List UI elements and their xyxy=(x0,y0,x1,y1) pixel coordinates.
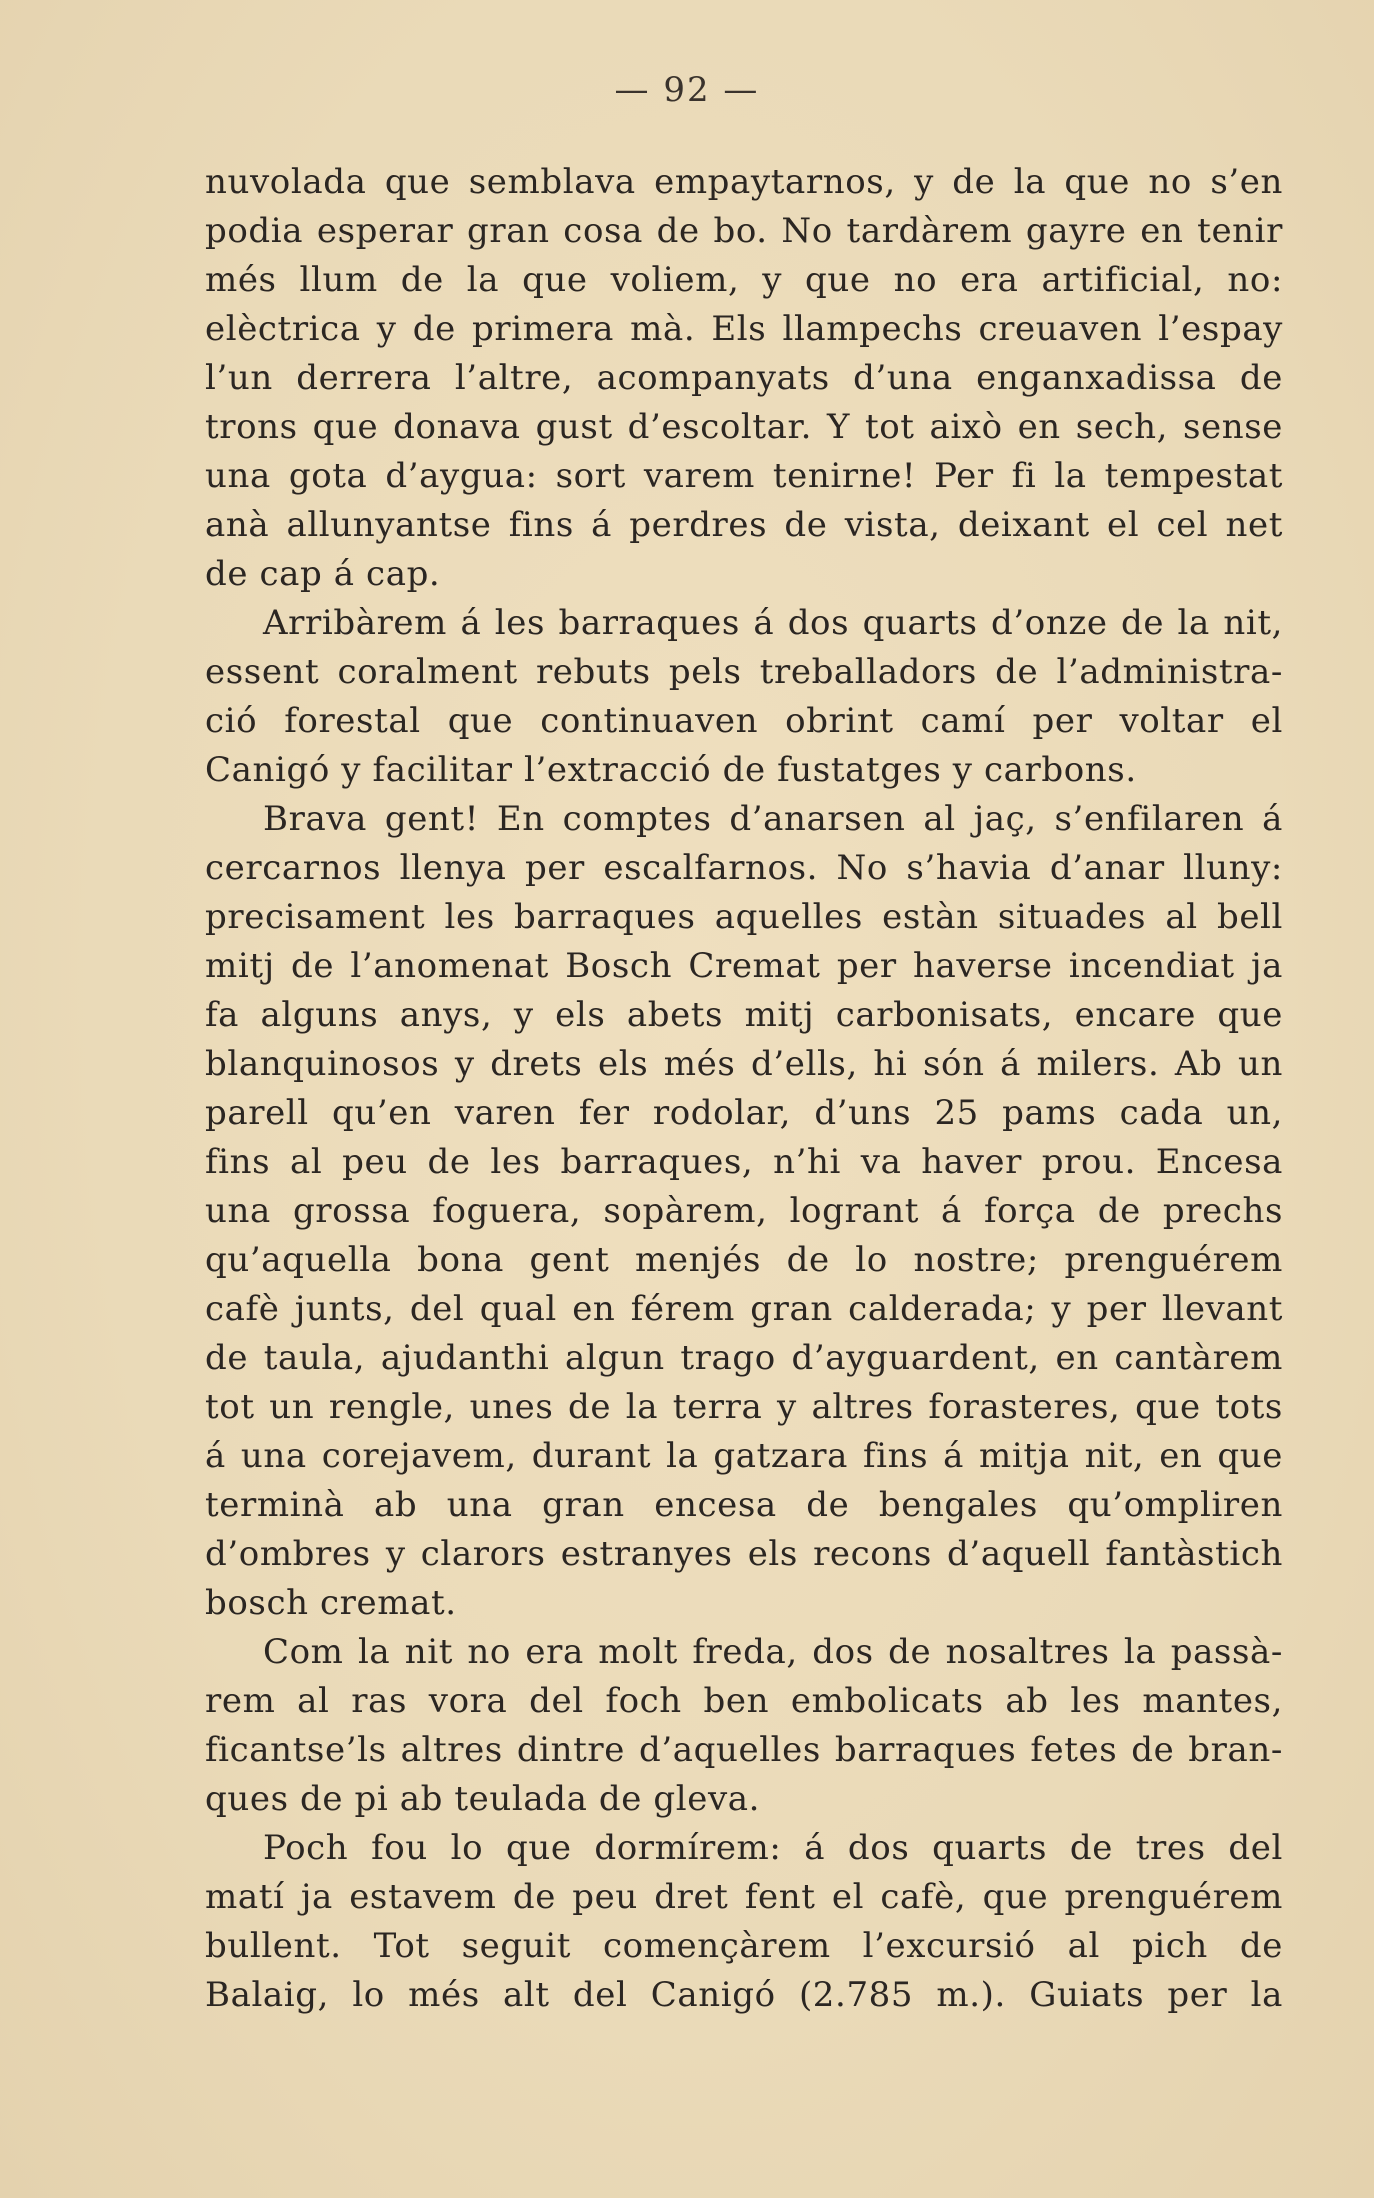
text-line: Brava gent! En comptes d’anarsen al jaç, s’enfilaren á xyxy=(263,799,1283,839)
text-line: Com la nit no era molt freda, dos de nosaltres la passà- xyxy=(263,1632,1283,1672)
text-line: Canigó y facilitar l’extracció de fustatges y carbons. xyxy=(205,750,1137,790)
text-line: nuvolada que semblava empaytarnos, y de la que no s’en xyxy=(205,162,1283,202)
text-line: parell qu’en varen fer rodolar, d’uns 25 pams cada un, xyxy=(205,1093,1283,1133)
text-line: bullent. Tot seguit començàrem l’excursió al pich de xyxy=(205,1926,1283,1966)
body-text xyxy=(205,158,1283,2020)
text-line: rem al ras vora del foch ben embolicats ab les mantes, xyxy=(205,1681,1283,1721)
text-line: mitj de l’anomenat Bosch Cremat per haverse incendiat ja xyxy=(205,946,1283,986)
text-line: podia esperar gran cosa de bo. No tardàrem gayre en tenir xyxy=(205,211,1283,251)
text-line: precisament les barraques aquelles estàn situades al bell xyxy=(205,897,1283,937)
text-line: fa alguns anys, y els abets mitj carbonisats, encare que xyxy=(205,995,1283,1035)
text-line: una grossa foguera, sopàrem, logrant á força de prechs xyxy=(205,1191,1283,1231)
text-line: trons que donava gust d’escoltar. Y tot això en sech, sense xyxy=(205,407,1283,447)
text-line: á una corejavem, durant la gatzara fins á mitja nit, en que xyxy=(205,1436,1283,1476)
text-line: Arribàrem á les barraques á dos quarts d’onze de la nit, xyxy=(263,603,1283,643)
text-line: Poch fou lo que dormírem: á dos quarts de tres del xyxy=(263,1828,1283,1868)
text-line: matí ja estavem de peu dret fent el cafè, que prenguérem xyxy=(205,1877,1283,1917)
text-line: cercarnos llenya per escalfarnos. No s’havia d’anar lluny: xyxy=(205,848,1283,888)
text-line: de taula, ajudanthi algun trago d’ayguardent, en cantàrem xyxy=(205,1338,1283,1378)
text-line: d’ombres y clarors estranyes els recons d’aquell fantàstich xyxy=(205,1534,1283,1574)
text-line: tot un rengle, unes de la terra y altres forasteres, que tots xyxy=(205,1387,1283,1427)
text-line: qu’aquella bona gent menjés de lo nostre; prenguérem xyxy=(205,1240,1283,1280)
text-line: anà allunyantse fins á perdres de vista, deixant el cel net xyxy=(205,505,1283,545)
text-line: Balaig, lo més alt del Canigó (2.785 m.). Guiats per la xyxy=(205,1975,1283,2015)
text-line: més llum de la que voliem, y que no era artificial, no: xyxy=(205,260,1283,300)
page-number: — 92 — xyxy=(614,70,760,110)
text-line: blanquinosos y drets els més d’ells, hi són á milers. Ab un xyxy=(205,1044,1283,1084)
text-line: ques de pi ab teulada de gleva. xyxy=(205,1779,761,1819)
text-line: de cap á cap. xyxy=(205,554,441,594)
text-line: elèctrica y de primera mà. Els llampechs creuaven l’espay xyxy=(205,309,1283,349)
text-line: essent coralment rebuts pels treballadors de l’administra- xyxy=(205,652,1283,692)
text-line: una gota d’aygua: sort varem tenirne! Per fi la tempestat xyxy=(205,456,1283,496)
text-line: l’un derrera l’altre, acompanyats d’una enganxadissa de xyxy=(205,358,1283,398)
text-line: ficantse’ls altres dintre d’aquelles barraques fetes de bran- xyxy=(205,1730,1283,1770)
text-line: cafè junts, del qual en férem gran calderada; y per llevant xyxy=(205,1289,1283,1329)
text-line: bosch cremat. xyxy=(205,1583,457,1623)
text-line: ció forestal que continuaven obrint camí per voltar el xyxy=(205,701,1283,741)
text-line: fins al peu de les barraques, n’hi va haver prou. Encesa xyxy=(205,1142,1283,1182)
text-line: terminà ab una gran encesa de bengales qu’ompliren xyxy=(205,1485,1283,1525)
